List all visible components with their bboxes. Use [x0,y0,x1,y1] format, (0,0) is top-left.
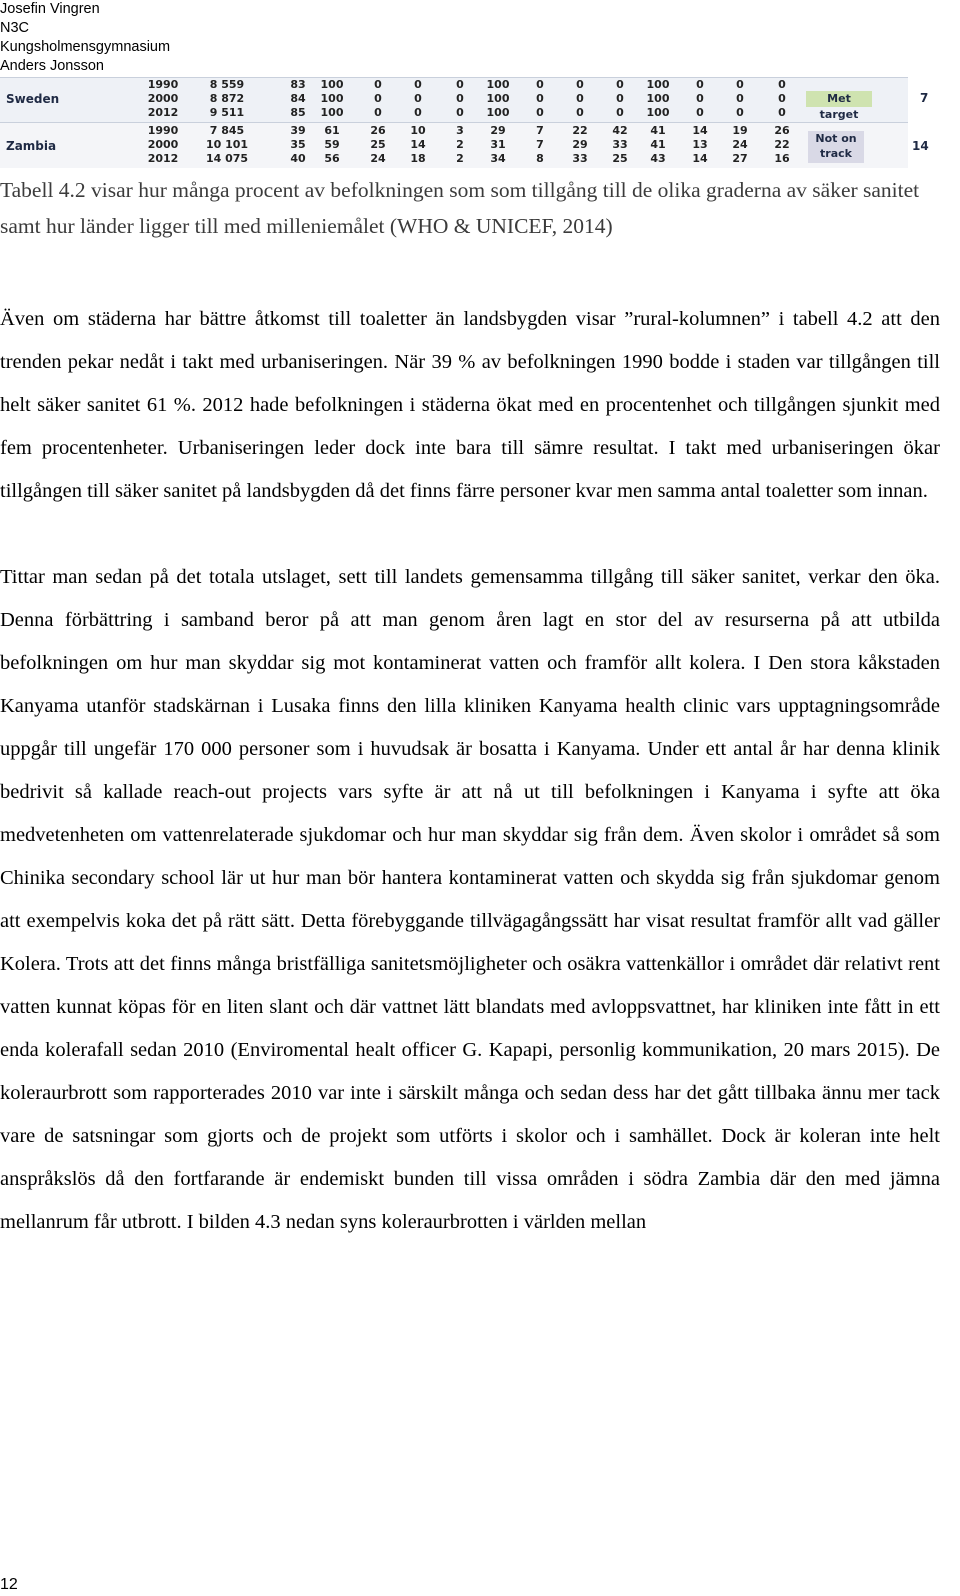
table-cell: 0 [576,78,584,91]
table-cell: 0 [414,78,422,91]
table-cell: 29 [490,124,506,137]
author-name: Josefin Vingren [0,1,100,17]
body-text [0,298,940,1244]
table-cell: 14 [692,152,708,165]
table-cell: 0 [536,78,544,91]
table-cell: 8 [536,152,544,165]
zambia-row [0,152,908,166]
table-cell: 33 [612,138,628,151]
table-cell: 42 [612,124,628,137]
rank-zambia: 14 [912,139,929,153]
table-cell: 41 [650,124,666,137]
table-cell: 35 [290,138,306,151]
table-cell: 31 [490,138,506,151]
table-cell: 7 845 [209,124,245,137]
teacher-name: Anders Jonsson [0,58,104,74]
table-cell: 56 [324,152,340,165]
table-cell: 1990 [147,78,179,91]
table-cell: 0 [414,106,422,119]
table-cell: 100 [486,92,510,105]
sweden-row [0,106,908,120]
table-cell: 0 [374,78,382,91]
table-cell: 14 [410,138,426,151]
table-cell: 100 [320,106,344,119]
table-cell: 0 [616,78,624,91]
table-cell: 0 [576,92,584,105]
table-cell: 10 [410,124,426,137]
table-cell: 84 [290,92,306,105]
table-cell: 0 [456,92,464,105]
country-zambia: Zambia [6,139,57,153]
table-cell: 14 [692,124,708,137]
table-cell: 22 [572,124,588,137]
table-cell: 0 [778,92,786,105]
table-cell: 34 [490,152,506,165]
table-cell: 0 [778,78,786,91]
table-cell: 59 [324,138,340,151]
table-cell: 100 [646,106,670,119]
table-cell: 41 [650,138,666,151]
table-cell: 13 [692,138,708,151]
table-cell: 0 [696,92,704,105]
table-cell: 7 [536,138,544,151]
status-zambia-line1: Not on [815,132,857,145]
status-badge-zambia [808,131,864,163]
status-zambia-line2: track [820,147,852,160]
sweden-row [0,78,908,92]
table-cell: 85 [290,106,306,119]
table-cell: 8 872 [209,92,245,105]
table-cell: 100 [646,78,670,91]
table-cell: 25 [612,152,628,165]
table-cell: 2012 [147,106,179,119]
table-caption [0,172,945,244]
table-cell: 10 101 [205,138,249,151]
table-cell: 0 [374,106,382,119]
table-cell: 27 [732,152,748,165]
table-cell: 0 [736,106,744,119]
table-cell: 100 [486,106,510,119]
table-cell: 0 [778,106,786,119]
table-cell: 83 [290,78,306,91]
table-cell: 0 [736,78,744,91]
table-cell: 8 559 [209,78,245,91]
table-cell: 29 [572,138,588,151]
table-cell: 0 [536,106,544,119]
table-cell: 22 [774,138,790,151]
table-cell: 0 [536,92,544,105]
zambia-row [0,124,908,138]
table-cell: 40 [290,152,306,165]
table-cell: 0 [616,92,624,105]
table-cell: 16 [774,152,790,165]
school-name: Kungsholmensgymnasium [0,39,171,55]
table-cell: 100 [486,78,510,91]
table-cell: 61 [324,124,340,137]
sweden-row [0,92,908,106]
table-cell: 3 [456,124,464,137]
table-cell: 0 [696,78,704,91]
table-cell: 100 [320,78,344,91]
table-cell: 33 [572,152,588,165]
table-cell: 0 [456,106,464,119]
table-cell: 2 [456,152,464,165]
table-cell: 1990 [147,124,179,137]
class-name: N3C [0,20,30,36]
caption-text: Tabell 4.2 visar hur många procent av befolkningen som som tillgång till de olika graderna av säker sanitet samt hur länder ligger till med milleniemålet (WHO & UNICEF, 2014) [0,178,920,238]
table-cell: 18 [410,152,426,165]
table-cell: 0 [456,78,464,91]
table-cell: 2012 [147,152,179,165]
table-cell: 25 [370,138,386,151]
table-cell: 2 [456,138,464,151]
sanitation-table [0,77,929,167]
table-cell: 26 [370,124,386,137]
table-cell: 0 [696,106,704,119]
country-sweden: Sweden [6,92,60,106]
table-cell: 19 [732,124,748,137]
zambia-row [0,138,908,152]
table-cell: 14 075 [205,152,249,165]
table-cell: 0 [616,106,624,119]
table-cell: 24 [370,152,386,165]
status-badge-sweden: Met target [806,91,872,107]
document-header [0,0,170,76]
table-cell: 9 511 [209,106,245,119]
table-cell: 0 [414,92,422,105]
table-cell: 0 [576,106,584,119]
table-cell: 26 [774,124,790,137]
table-cell: 39 [290,124,306,137]
table-cell: 2000 [147,138,179,151]
table-cell: 0 [736,92,744,105]
table-cell: 0 [374,92,382,105]
table-cell: 43 [650,152,666,165]
table-cell: 100 [320,92,344,105]
table-cell: 100 [646,92,670,105]
rank-sweden: 7 [920,91,929,105]
table-cell: 24 [732,138,748,151]
paragraph-1: Även om städerna har bättre åtkomst till toaletter än landsbygden visar ”rural-kolumnen” i tabell 4.2 att den trenden pekar nedåt i takt med urbaniseringen. När 39 % av befolkningen 1990 bodde i staden var tillgången till helt säker sanitet 61 %. 2012 hade befolkningen i städerna ökat med en procentenhet och tillgången sjunkit med fem procentenheter. Urbaniseringen leder dock inte bara till sämre resultat. I takt med urbaniseringen ökar tillgången till säker sanitet på landsbygden då det finns färre personer kvar men samma antal toaletter som innan. [0,308,940,502]
table-cell: 2000 [147,92,179,105]
paragraph-2: Tittar man sedan på det totala utslaget, sett till landets gemensamma tillgång till säker sanitet, verkar den öka. Denna förbättring i samband beror på att man genom åren lagt en stor del av resurserna på att utbilda befolkningen om hur man skyddar sig mot kontaminerat vatten och framför allt kolera. I Den stora kåkstaden Kanyama utanför stadskärnan i Lusaka finns den lilla kliniken Kanyama health clinic vars upptagningsområde uppgår till ungefär 170 000 personer som i huvudsak är bosatta i Kanyama. Under ett antal år har denna klinik bedrivit så kallade reach-out projects vars syfte är att nå ut till befolkningen i Kanyama i syfte att öka medvetenheten om vattenrelaterade sjukdomar och hur man skyddar sig från dem. Även skolor i området så som Chinika secondary school lär ut hur man bör hantera kontaminerat vatten och skydda sig från sjukdomar genom att exempelvis koka det på rätt sätt. Detta förebyggande tillvägagångssätt har visat resultat framför allt vad gäller Kolera. Trots att det finns många bristfälliga sanitetsmöjligheter och osäkra vattenkällor i området där relativt rent vatten kunnat köpas för en liten slant och där vattnet lätt blandats med avloppsvattnet, har kliniken inte fått in ett enda kolerafall sedan 2010 (Enviromental healt officer G. Kapapi, personlig kommunikation, 20 mars 2015). De koleraurbrott som rapporterades 2010 var inte i särskilt många och sedan dess har det gått tillbaka ännu mer tack vare de satsningar som gjorts och de projekt som utförts i skolor och i samhället. Dock är koleran inte helt anspråkslös då den fortfarande är endemiskt bunden till vissa områden i södra Zambia där den med jämna mellanrum får utbrott. I bilden 4.3 nedan syns koleraurbrotten i världen mellan [0,566,940,1233]
page-number: 12 [0,1576,18,1593]
table-cell: 7 [536,124,544,137]
